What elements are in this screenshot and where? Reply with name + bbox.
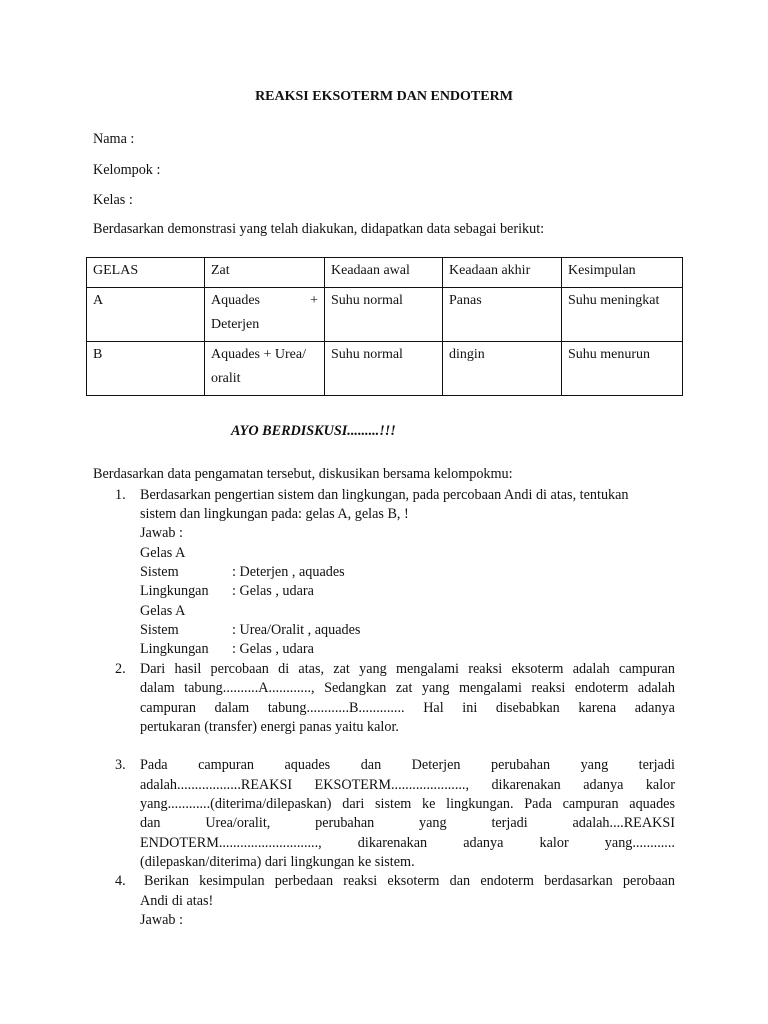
cell-zat-plus: + xyxy=(310,293,318,308)
question-text xyxy=(140,700,675,717)
cell-kesimpulan: Suhu menurun xyxy=(562,342,683,396)
question-text xyxy=(144,873,675,890)
word: dan xyxy=(360,757,382,773)
word: dari xyxy=(342,796,365,812)
word: disebabkan xyxy=(495,700,560,716)
word: reaksi xyxy=(343,873,378,889)
word: di xyxy=(278,661,290,677)
cell-gelas: B xyxy=(87,342,205,396)
question-text xyxy=(140,815,675,832)
word: atas, xyxy=(298,661,325,677)
question-number: 4. xyxy=(115,873,126,889)
nama-field: Nama : xyxy=(93,131,135,147)
word: terjadi xyxy=(491,815,528,831)
table-row xyxy=(87,288,683,342)
word: tabung............B............. xyxy=(267,700,405,716)
sistem-label: Sistem xyxy=(140,564,179,580)
word: dalam xyxy=(140,680,175,696)
word: aquades xyxy=(284,757,331,773)
word: berdasarkan xyxy=(544,873,613,889)
word: ke xyxy=(422,796,436,812)
word: kalor xyxy=(539,835,569,851)
gelas-label: Gelas A xyxy=(140,603,186,619)
word: dikarenakan xyxy=(357,835,428,851)
word: Pada xyxy=(140,757,168,773)
lingkungan-value: : Gelas , udara xyxy=(232,641,314,657)
data-table xyxy=(86,257,683,396)
word: perobaan xyxy=(622,873,675,889)
word: zat xyxy=(395,680,413,696)
word: Dari xyxy=(140,661,166,677)
word: ini xyxy=(462,700,478,716)
header-gelas: GELAS xyxy=(87,258,205,288)
word: yang............(diterima/dilepaskan) xyxy=(140,796,332,812)
word: Pada xyxy=(524,796,552,812)
word: campuran xyxy=(140,700,196,716)
word: adalah xyxy=(637,680,675,696)
word: tabung..........A............, xyxy=(184,680,315,696)
intro-text: Berdasarkan demonstrasi yang telah diakukan, didapatkan data sebagai berikut: xyxy=(93,221,545,237)
question-text: sistem dan lingkungan pada: gelas A, gelas B, ! xyxy=(140,506,409,522)
header-keadaan-awal: Keadaan awal xyxy=(325,258,443,288)
word: terjadi xyxy=(638,757,675,773)
word: campuran xyxy=(562,796,619,812)
table-row xyxy=(87,342,683,396)
word: yang xyxy=(580,757,609,773)
word: lingkungan. xyxy=(446,796,514,812)
question-number: 2. xyxy=(115,661,126,677)
word: endoterm xyxy=(480,873,534,889)
word: eksoterm xyxy=(511,661,564,677)
word: adalah..................REAKSI xyxy=(140,777,293,793)
question-number: 1. xyxy=(115,487,126,503)
word: dalam xyxy=(214,700,250,716)
word: yang xyxy=(421,680,450,696)
question-text xyxy=(140,661,675,678)
cell-zat xyxy=(205,288,325,342)
word: adanya xyxy=(463,835,504,851)
question-text xyxy=(140,796,675,813)
header-zat: Zat xyxy=(205,258,325,288)
cell-keadaan-awal: Suhu normal xyxy=(325,342,443,396)
word: dan xyxy=(449,873,471,889)
word: perubahan xyxy=(315,815,375,831)
word: yang xyxy=(419,815,447,831)
word: EKSOTERM....................., xyxy=(314,777,470,793)
lingkungan-label: Lingkungan xyxy=(140,641,209,657)
word: zat xyxy=(333,661,350,677)
word: hasil xyxy=(174,661,202,677)
cell-kesimpulan: Suhu meningkat xyxy=(562,288,683,342)
word: reaksi xyxy=(531,680,566,696)
word: Urea/oralit, xyxy=(205,815,271,831)
kelompok-field: Kelompok : xyxy=(93,162,161,178)
sistem-label: Sistem xyxy=(140,622,179,638)
word: mengalami xyxy=(395,661,460,677)
word: kalor xyxy=(645,777,675,793)
question-text xyxy=(140,757,675,774)
word: dikarenakan xyxy=(491,777,561,793)
cell-keadaan-akhir: Panas xyxy=(443,288,562,342)
question-text: Andi di atas! xyxy=(140,893,214,909)
word: dan xyxy=(140,815,161,831)
word: percobaan xyxy=(210,661,269,677)
word: ENDOTERM............................, xyxy=(140,835,322,851)
question-text xyxy=(140,680,675,697)
word: reaksi xyxy=(468,661,503,677)
cell-zat-part: Deterjen xyxy=(211,317,260,332)
kelas-field: Kelas : xyxy=(93,192,133,208)
word: Sedangkan xyxy=(324,680,387,696)
word: adanya xyxy=(634,700,675,716)
sistem-value: : Urea/Oralit , aquades xyxy=(232,622,361,638)
header-kesimpulan: Kesimpulan xyxy=(562,258,683,288)
word: Berikan xyxy=(144,873,189,889)
word: perubahan xyxy=(491,757,551,773)
cell-gelas: A xyxy=(87,288,205,342)
word: mengalami xyxy=(458,680,522,696)
word: perbedaan xyxy=(274,873,334,889)
jawab-label: Jawab : xyxy=(140,912,183,928)
page-title: REAKSI EKSOTERM DAN ENDOTERM xyxy=(255,89,513,104)
question-text: pertukaran (transfer) energi panas yaitu kalor. xyxy=(140,719,399,735)
gelas-label: Gelas A xyxy=(140,545,186,561)
word: karena xyxy=(578,700,617,716)
ayo-berdiskusi-heading: AYO BERDISKUSI.........!!! xyxy=(231,423,396,439)
word: yang............ xyxy=(604,835,675,851)
lingkungan-label: Lingkungan xyxy=(140,583,209,599)
cell-keadaan-akhir: dingin xyxy=(443,342,562,396)
word: Deterjen xyxy=(411,757,461,773)
word: endoterm xyxy=(574,680,629,696)
word: adalah xyxy=(572,661,610,677)
discussion-intro: Berdasarkan data pengamatan tersebut, diskusikan bersama kelompokmu: xyxy=(93,466,513,482)
word: adalah....REAKSI xyxy=(572,815,675,831)
question-text: (dilepaskan/diterima) dari lingkungan ke sistem. xyxy=(140,854,415,870)
word: adanya xyxy=(583,777,624,793)
cell-zat-part: Aquades + Urea/ xyxy=(211,347,306,362)
word: campuran xyxy=(198,757,255,773)
sistem-value: : Deterjen , aquades xyxy=(232,564,345,580)
cell-zat xyxy=(205,342,325,396)
table-header-row xyxy=(87,258,683,288)
word: aquades xyxy=(629,796,675,812)
cell-keadaan-awal: Suhu normal xyxy=(325,288,443,342)
question-text: Berdasarkan pengertian sistem dan lingkungan, pada percobaan Andi di atas, tentukan xyxy=(140,487,629,503)
cell-zat-part: oralit xyxy=(211,371,241,386)
word: sistem xyxy=(375,796,412,812)
word: Hal xyxy=(423,700,444,716)
word: yang xyxy=(359,661,387,677)
header-keadaan-akhir: Keadaan akhir xyxy=(443,258,562,288)
word: campuran xyxy=(619,661,675,677)
word: eksoterm xyxy=(387,873,440,889)
question-text xyxy=(140,777,675,794)
question-text xyxy=(140,835,675,852)
jawab-label: Jawab : xyxy=(140,525,183,541)
cell-zat-part: Aquades xyxy=(211,293,260,308)
word: kesimpulan xyxy=(199,873,265,889)
question-number: 3. xyxy=(115,757,126,773)
lingkungan-value: : Gelas , udara xyxy=(232,583,314,599)
